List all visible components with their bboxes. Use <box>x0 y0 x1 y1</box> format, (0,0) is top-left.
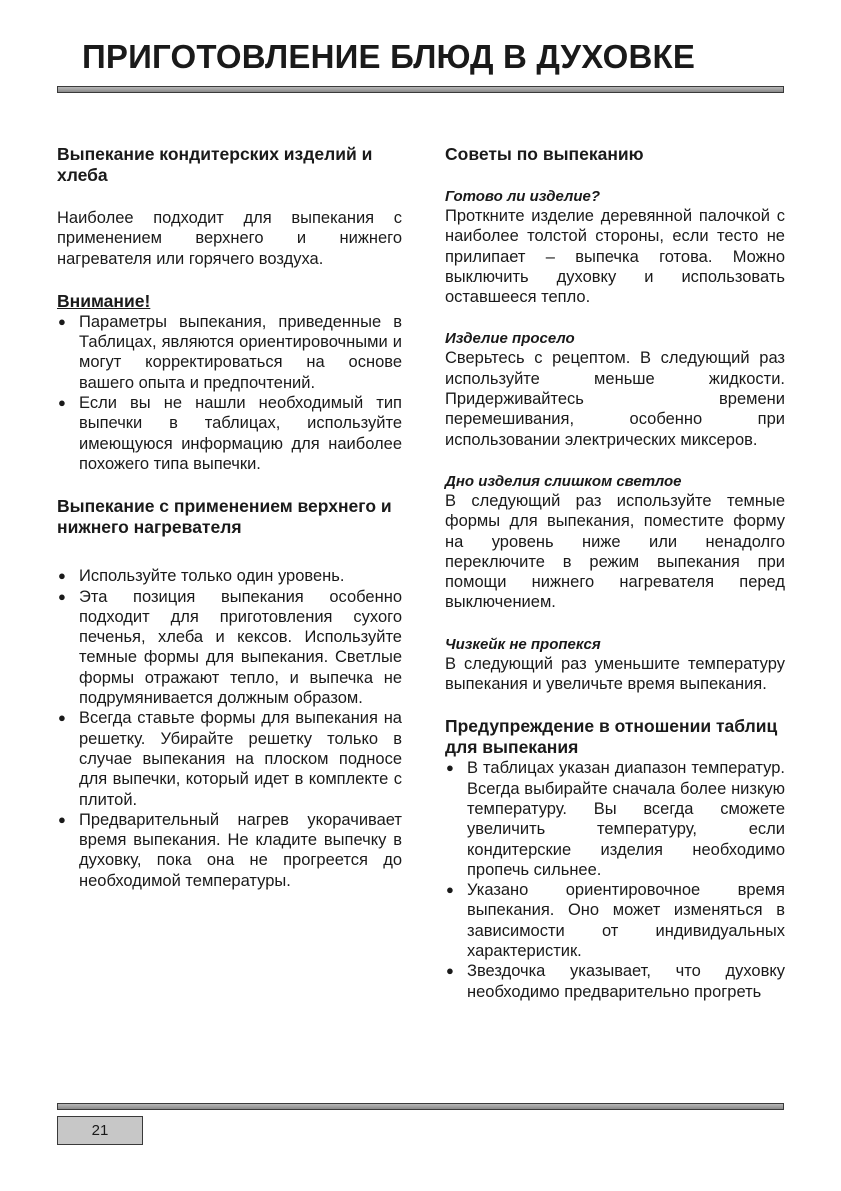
attention-list <box>57 312 402 474</box>
left-column <box>57 144 402 891</box>
page-title: ПРИГОТОВЛЕНИЕ БЛЮД В ДУХОВКЕ <box>82 38 696 75</box>
list-item: ● Используйте только один уровень. <box>57 566 402 586</box>
tip-title: Изделие просело <box>445 330 575 348</box>
list-item: ● Если вы не нашли необходимый тип выпечки в таблицах, используйте имеющуюся информацию для наиболее похожего типа выпечки. <box>57 393 402 474</box>
tip-text: Сверьтесь с рецептом. В следующий раз используйте меньше жидкости. Придерживайтесь времени перемешивания, особенно при использовании электрических миксеров. <box>445 349 785 449</box>
page-number: 21 <box>57 1116 143 1145</box>
list-item: ● Параметры выпекания, приведенные в Таблицах, являются ориентировочными и могут корректироваться на основе вашего опыта и предпочтений. <box>57 312 402 393</box>
attention-heading: Внимание! <box>57 290 151 311</box>
tip-text: В следующий раз уменьшите температуру выпекания и увеличьте время выпекания. <box>445 654 785 694</box>
tips-heading: Советы по выпеканию <box>445 144 644 164</box>
list-item: ● Всегда ставьте формы для выпекания на решетку. Убирайте решетку только в случае выпекания на плоском подносе для выпечки, который идет в комплекте с плитой. <box>57 708 402 809</box>
list-item: ● Эта позиция выпекания особенно подходит для приготовления сухого печенья, хлеба и кексов. Используйте темные формы для выпекания. Светлые формы отражают тепло, и выпечка не подрумянивается должным образом. <box>57 587 402 709</box>
list-item: ● Звездочка указывает, что духовку необходимо предварительно прогреть <box>445 961 785 1002</box>
section-heading-pastry: Выпекание кондитерских изделий и хлеба <box>57 144 373 185</box>
warning-heading: Предупреждение в отношении таблиц для выпекания <box>445 716 778 758</box>
top-bottom-heat-list <box>57 566 402 891</box>
section-text-pastry: Наиболее подходит для выпекания с применением верхнего и нижнего нагревателя или горячего воздуха. <box>57 209 402 268</box>
warning-list <box>445 758 785 1002</box>
list-item: ● Указано ориентировочное время выпекания. Оно может изменяться в зависимости от индивидуальных характеристик. <box>445 880 785 961</box>
right-column <box>445 144 785 1002</box>
tip-title: Дно изделия слишком светлое <box>445 472 682 490</box>
tip-text: В следующий раз используйте темные формы для выпекания, поместите форму на уровень ниже или ненадолго переключите в режим выпекания при помощи нижнего нагревателя перед выключением. <box>445 491 785 612</box>
tip-title: Готово ли изделие? <box>445 188 601 205</box>
section-heading-top-bottom-heat: Выпекание с применением верхнего и нижнего нагревателя <box>57 496 392 538</box>
tip-text: Проткните изделие деревянной палочкой с наиболее толстой стороны, если тесто не прилипает – выпечка готова. Можно выключить духовку и использовать оставшееся тепло. <box>445 207 785 307</box>
footer-rule <box>57 1103 784 1110</box>
list-item: ● Предварительный нагрев укорачивает время выпекания. Не кладите выпечку в духовку, пока она не прогреется до необходимой температуры. <box>57 810 402 891</box>
header-rule <box>57 86 784 93</box>
tip-title: Чизкейк не пропекся <box>445 635 601 653</box>
list-item: ● В таблицах указан диапазон температур. Всегда выбирайте сначала более низкую температуру. Вы всегда сможете увеличить температуру, если кондитерские изделия необходимо пропечь сильнее. <box>445 758 785 880</box>
